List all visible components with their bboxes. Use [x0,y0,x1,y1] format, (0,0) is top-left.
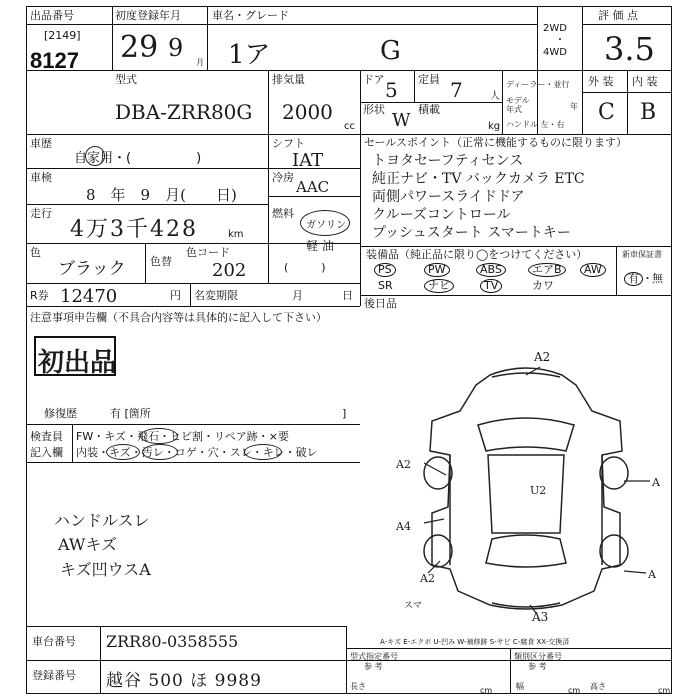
shift-label: シフト [272,137,305,150]
sales-points-label: セールスポイント（正常に機能するものに限ります） [364,136,628,149]
windshield-outline [478,418,574,451]
row-line [26,70,672,71]
fuel-gasoline: ガソリン [306,220,346,231]
height-label: 高さ [590,682,606,691]
rating-label: 評 価 点 [598,9,638,22]
capacity-value: 7 [450,78,463,102]
displacement-label: 排気量 [272,73,305,86]
exterior-label: 外 装 [588,75,614,88]
row-line [268,196,360,197]
equip-ps: PS [374,263,396,277]
expiry-label: 名変期限 [194,289,238,302]
sales-point-line-4: クルーズコントロール [372,207,511,223]
warranty-sep: ・ [642,272,653,285]
reg-label: 登録番号 [32,669,76,682]
exterior-grade: C [598,100,615,125]
mileage-unit: km [228,229,244,240]
lot-number: 8127 [30,48,79,73]
col-line [616,246,617,295]
inspector-mark-stain [142,444,178,460]
displacement-unit: cc [344,121,355,132]
model-label: 型式 [115,73,137,86]
equip-abs: ABS [476,263,506,277]
equipment-label: 装備品（純正品に限り◯をつけてください） [366,248,588,261]
warranty-no: 無 [652,272,663,285]
height-unit: cm [658,686,671,695]
shape-value: W [392,110,411,131]
inspector-mark-scuff [244,444,282,460]
col-line [268,134,269,284]
warranty-label: 新車保証書 [622,250,662,259]
cargo-unit: kg [488,121,501,132]
col-line [100,626,101,694]
row-line [346,648,672,649]
sales-point-line-1: トヨタセーフティセンス [372,153,524,169]
diagram-label-left-bottom: A2 [420,572,435,585]
inspector-row-1: FW・キズ・飛石・ヒビ割・リペア跡・×要 [76,430,289,443]
doors-value: 5 [385,78,398,102]
type-designation-label: 型式指定番号 [350,652,398,661]
rear-window-outline [486,535,566,567]
first-reg-label: 初度登録年月 [115,9,181,22]
col-line [112,6,113,70]
color-swap-label: 色替 [150,255,172,268]
diagram-label-left-mid: A4 [396,520,411,533]
chassis-label: 車台番号 [32,635,76,648]
diagram-label-right: A [652,476,660,489]
shape-label: 形状 [363,103,385,116]
note-line-1: ハンドルスレ [54,511,150,530]
row-line [26,24,112,25]
warranty-yes: 有 [624,272,643,286]
damage-legend: A-キズ E-エクボ U-凹み W-補修跡 S-サビ C-腐食 XX-交換済 [380,638,570,646]
mileage-label: 走行 [30,207,52,220]
reg-value: 越谷 500 ほ 9989 [106,671,262,691]
col-line [502,70,503,134]
expiry-month: 月 [292,289,303,302]
row-line [26,134,672,135]
col-line [360,134,361,306]
repair-label: 修復歴 [44,407,77,420]
fuel-circle-mark [300,210,350,236]
mark-line-right-bottom [624,571,646,573]
sales-point-line-3: 両側パワースライドドア [372,189,525,205]
diagram-label-left-front: A2 [396,458,411,471]
model-value: DBA-ZRR80G [115,100,253,124]
inspector-mark-scratch [106,444,140,460]
row-line [26,660,672,661]
handle-label: ハンドル 左・右 [506,120,565,129]
width-label: 幅 [516,682,524,691]
equip-navi: ナビ [424,279,454,293]
col-line [627,70,628,134]
equip-aw: AW [580,263,606,277]
later-items-label: 後日品 [364,297,397,310]
row-line [360,246,672,247]
month-unit: 月 [196,58,204,67]
rear-bumper [492,603,560,607]
first-listing-text: 初出品 [38,348,117,378]
color-code-label: 色コード [186,246,230,259]
col-line [346,626,347,694]
mileage-value: 4万3千428 [70,217,198,242]
color-value: ブラック [58,259,126,279]
lot-label: 出品番号 [30,9,74,22]
rating-value: 3.5 [604,30,655,68]
row-line [26,462,360,463]
drive-2wd: 2WD [543,23,567,34]
equip-sr: SR [378,279,393,292]
col-line [582,6,583,134]
chassis-value: ZRR80-0358555 [106,632,239,651]
col-line [268,70,269,134]
diagram-label-right-bottom: A [648,568,656,581]
ref-label: 参 考 [364,662,383,671]
history-label: 車歴 [30,137,52,150]
repair-value: 有 [箇所 [110,407,151,420]
diagram-label-bottom: A3 [532,610,549,624]
fuel-parens: ( ) [284,261,326,274]
row-line [360,295,672,296]
sales-point-line-2: 純正ナビ・TV バックカメラ ETC [372,171,585,187]
lot-code: [2149] [44,29,81,42]
first-reg-month: 9 [168,34,184,62]
length-label: 長さ [350,682,366,691]
note-line-3: キズ凹ウスA [60,560,151,579]
row-line [582,24,672,25]
mark-line-left-front [424,463,446,475]
recycle-unit: 円 [170,289,181,302]
displacement-value: 2000 [282,100,333,124]
row-line [26,283,360,284]
col-line [72,424,73,462]
inspector-row-2: 内装・キズ・汚レ・コゲ・穴・スレ・キレ・破レ [76,446,318,459]
shift-value: IAT [292,150,324,171]
row-line [26,424,360,425]
row-line [26,626,346,627]
width-unit: cm [568,686,581,695]
model-year-label: モデル年式 [506,96,530,114]
car-body-outline [430,368,622,609]
history-value: 自家用・( ) [74,151,202,166]
capacity-label: 定員 [418,73,440,86]
equip-pw: PW [424,263,450,277]
doors-label: ドア [363,73,385,86]
row-line [207,24,537,25]
wheel-front-left [424,457,452,489]
col-line [414,70,415,102]
mark-line-left-mid [424,519,444,523]
drive-dot: ・ [555,35,565,46]
note-line-2: AWキズ [58,535,118,554]
grade-value: G [380,36,401,66]
col-line [190,283,191,306]
history-circle-mark [85,146,105,166]
diagram-label-center: U2 [530,484,547,497]
inspector-mark-stone [140,428,178,444]
declaration-label: 注意事項申告欄（不具合内容等は具体的に記入して下さい） [30,311,327,324]
cargo-label: 積載 [418,103,440,116]
wheel-front-right [600,457,628,489]
roof-outline [488,455,564,533]
diagram-label-top: A2 [534,350,551,364]
drive-4wd: 4WD [543,47,567,58]
inspection-value: 8 年 9 月( 日) [86,186,237,204]
aircon-label: 冷房 [272,171,294,184]
inspector-label-1: 検査員 [30,430,63,443]
year-unit: 年 [570,102,578,111]
dealer-label: ディーラー・並行 [506,80,570,89]
inspector-label-2: 記入欄 [30,446,63,459]
ref-label-2: 参 考 [528,662,547,671]
interior-label: 内 装 [632,75,658,88]
capacity-unit: 人 [490,91,500,102]
first-reg-year: 29 [120,30,159,65]
diagram-label-bottom-left: スマ [404,601,422,611]
interior-grade: B [640,100,657,125]
col-line [207,6,208,70]
fuel-label: 燃料 [272,207,294,220]
row-line [582,92,672,93]
wheel-rear-right [600,535,628,567]
recycle-label: R券 [30,289,49,302]
color-code-value: 202 [212,260,247,281]
color-label: 色 [30,246,41,259]
repair-close: ] [342,407,347,420]
aircon-value: AAC [296,178,330,196]
recycle-value: 12470 [60,286,118,307]
row-line [112,24,207,25]
car-name-value: 1ア [228,40,271,70]
inspection-label: 車検 [30,171,52,184]
car-name-label: 車名・グレード [212,9,289,22]
col-line [537,6,538,134]
equip-leather: カワ [532,279,554,292]
sales-point-line-5: プッシュスタート スマートキー [372,225,571,241]
col-line [510,648,511,694]
equip-tv: TV [480,279,502,293]
col-line [145,243,146,283]
equip-airbag: エアB [528,263,566,277]
category-label: 類別区分番号 [514,652,562,661]
length-unit: cm [480,686,493,695]
expiry-day: 日 [342,289,353,302]
fuel-light-oil: 軽 油 [306,239,334,253]
